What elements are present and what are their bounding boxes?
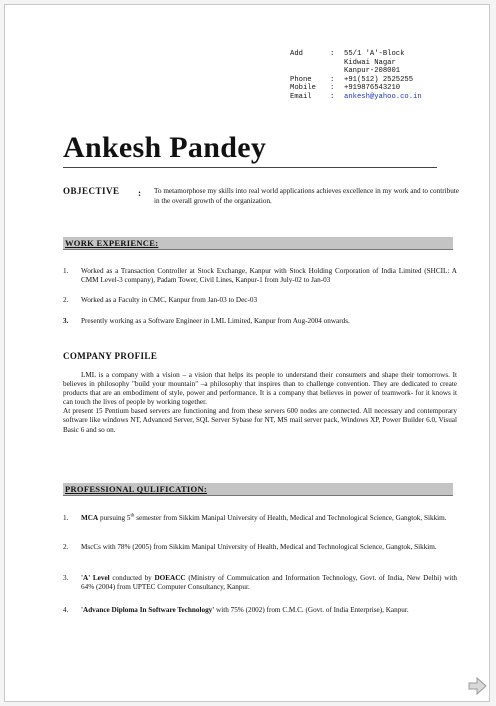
organisation-name: DOEACC — [154, 574, 186, 582]
qualification-heading: PROFESSIONAL QULIFICATION: — [63, 483, 453, 495]
contact-colon — [330, 59, 344, 68]
item-text — [81, 514, 457, 523]
contact-label: Phone — [290, 75, 312, 84]
item-text-part: pursuing 5 — [98, 514, 131, 522]
company-paragraph-1: LML is a company with a vision – a vision that helps its people to understand their consumers and shape their tomorrows. It believes in philosophy "build your mountain" –a philosophy that inspires than to challenge convention. They are dedicated to create products that are an embodiment of style, power and performance. It is a company that believes in power of teamwork- for it knows it can touch the lives of people by working together. — [63, 371, 457, 407]
address-line-1: 55/1 'A'-Block — [344, 50, 405, 58]
item-text: Presently working as a Software Engineer in LML Limited, Kanpur from Aug-2004 onwards. — [81, 317, 350, 325]
contact-colon: : — [330, 92, 335, 101]
contact-label — [290, 67, 330, 76]
item-number: 2. — [63, 296, 69, 304]
address-line-2: Kidwai Nagar — [344, 58, 396, 67]
item-number: 3. — [63, 574, 69, 582]
phone-value: +91(512) 2525255 — [344, 75, 414, 84]
objective-label: OBJECTIVE — [63, 186, 120, 196]
item-text — [81, 606, 457, 615]
contact-row — [290, 50, 422, 59]
company-paragraph-2: At present 15 Pentium based servers are functioning and from these servers 600 nodes are connected. All necessary and contemporary software like windows NT, Advanced Server, SQL Server Sybase for NT, MS mail server pack, Windows XP, Power Builder 6.0, Visual Basic 6 and so on. — [63, 407, 457, 434]
item-number: 4. — [63, 606, 69, 614]
qualification-item — [63, 606, 457, 615]
contact-row — [290, 84, 422, 93]
item-number: 1. — [63, 514, 69, 522]
item-text — [81, 574, 457, 592]
work-experience-heading: WORK EXPERIENCE: — [63, 237, 453, 249]
company-profile-heading: COMPANY PROFILE — [63, 351, 158, 361]
address-line-3: Kanpur-208001 — [344, 67, 401, 76]
resume-page — [4, 4, 490, 702]
mobile-value: +919876543210 — [344, 84, 401, 93]
superscript: th — [130, 513, 135, 519]
item-number: 1. — [63, 267, 69, 275]
company-profile-text — [63, 371, 457, 435]
contact-colon: : — [330, 84, 335, 93]
degree-name: MCA — [81, 514, 99, 522]
item-number: 2. — [63, 543, 69, 551]
contact-row — [290, 67, 422, 76]
work-item — [63, 317, 457, 326]
qualification-item — [63, 514, 457, 523]
contact-row — [290, 76, 422, 85]
item-text: Worked as a Transaction Controller at Stock Exchange, Kanpur with Stock Holding Corporation of India Limited (SHCIL: A CMM Level-3 company), Padam Tower, Civil Lines, Kanpur-1 from July-02 to Jan-03 — [81, 267, 457, 285]
heading-underline — [63, 249, 453, 250]
contact-colon: : — [330, 75, 335, 84]
item-text: MscCs with 78% (2005) from Sikkim Manipal University of Health, Medical and Technological Science, Gangtok, Sikkim. — [81, 543, 437, 551]
contact-label: Mobile — [290, 84, 316, 93]
contact-label: Email — [290, 92, 312, 101]
qualification-item — [63, 543, 457, 552]
item-number: 3. — [63, 317, 69, 325]
contact-label: Add — [290, 50, 303, 58]
work-item — [63, 267, 457, 285]
degree-name: 'A' Level — [81, 574, 110, 582]
objective-colon: : — [138, 188, 141, 198]
contact-colon — [330, 67, 344, 76]
work-item — [63, 296, 457, 305]
contact-colon: : — [330, 50, 335, 58]
item-text: Worked as a Faculty in CMC, Kanpur from Jan-03 to Dec-03 — [81, 296, 258, 304]
contact-row — [290, 59, 422, 68]
objective-text: To metamorphose my skills into real world applications achieves excellence in my work and to contribute in the overall growth of the organization. — [154, 187, 459, 205]
item-text-part: conducted by DOEACC (Ministry of Commuication and Information Technology, Govt. of India, New Delhi) with 64% (2004) from UPTEC Computer Consultancy, Kanpur. — [81, 574, 457, 592]
candidate-name: Ankesh Pandey — [63, 131, 267, 164]
contact-label — [290, 59, 330, 68]
degree-name: 'Advance Diploma In Software Technology' — [81, 606, 215, 614]
item-text-part: semester from Sikkim Manipal University of Health, Medical and Technological Science, Gangtok, Sikkim. — [134, 514, 447, 522]
heading-underline — [63, 495, 453, 496]
email-link[interactable]: ankesh@yahoo.co.in — [344, 92, 422, 101]
contact-block — [290, 50, 422, 102]
contact-row — [290, 93, 422, 102]
item-text-part: with 75% (2002) from C.M.C. (Govt. of India Enterprise), Kanpur. — [214, 606, 409, 614]
qualification-item — [63, 574, 457, 592]
name-divider — [63, 167, 437, 168]
next-arrow-icon[interactable] — [467, 677, 487, 695]
